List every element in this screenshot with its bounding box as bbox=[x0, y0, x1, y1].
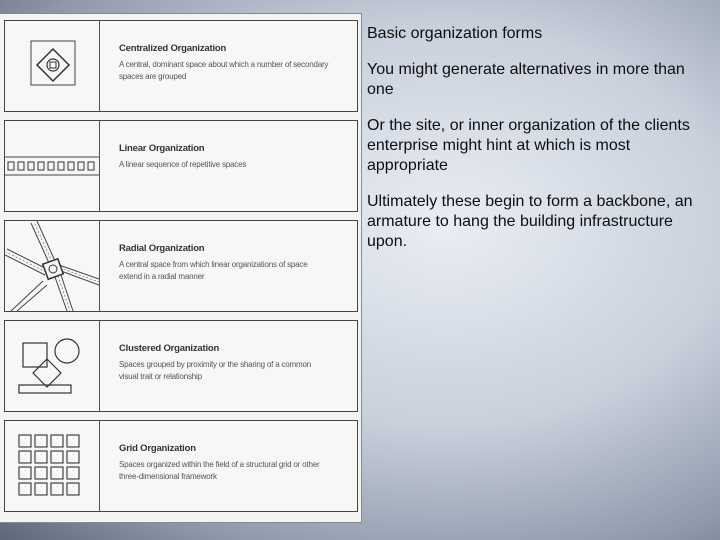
radial-diagram-icon bbox=[5, 221, 100, 311]
panel-description: A central space from which linear organizations of space extend in a radial manner bbox=[119, 260, 308, 281]
panel-radial bbox=[4, 220, 358, 312]
slide-paragraph: Or the site, or inner organization of the clients enterprise might hint at which is most appropriate bbox=[367, 117, 690, 174]
slide-paragraph: You might generate alternatives in more than one bbox=[367, 61, 685, 98]
panel-title: Linear Organization bbox=[119, 143, 205, 154]
panel-title: Radial Organization bbox=[119, 243, 205, 254]
clustered-diagram-icon bbox=[5, 321, 100, 411]
panel-description: Spaces organized within the field of a structural grid or other three-dimensional framework bbox=[119, 460, 320, 481]
panel-centralized bbox=[4, 20, 358, 112]
panel-description: A linear sequence of repetitive spaces bbox=[119, 160, 247, 169]
panel-title: Grid Organization bbox=[119, 443, 196, 454]
slide-paragraph: Ultimately these begin to form a backbone, an armature to hang the building infrastructure upon. bbox=[367, 193, 693, 250]
panel-title: Clustered Organization bbox=[119, 343, 220, 354]
panel-description: A central, dominant space about which a number of secondary spaces are grouped bbox=[119, 60, 329, 81]
panel-linear bbox=[4, 120, 358, 212]
panel-title: Centralized Organization bbox=[119, 43, 227, 54]
grid-diagram-icon bbox=[5, 421, 100, 511]
centralized-diagram-icon bbox=[5, 21, 100, 111]
linear-diagram-icon bbox=[5, 121, 100, 211]
organization-forms-scan bbox=[0, 14, 361, 522]
slide-text bbox=[367, 24, 707, 268]
panel-description: Spaces grouped by proximity or the sharing of a common visual trait or relationship bbox=[119, 360, 311, 381]
slide-heading: Basic organization forms bbox=[367, 25, 543, 42]
panel-grid bbox=[4, 420, 358, 512]
panel-clustered bbox=[4, 320, 358, 412]
